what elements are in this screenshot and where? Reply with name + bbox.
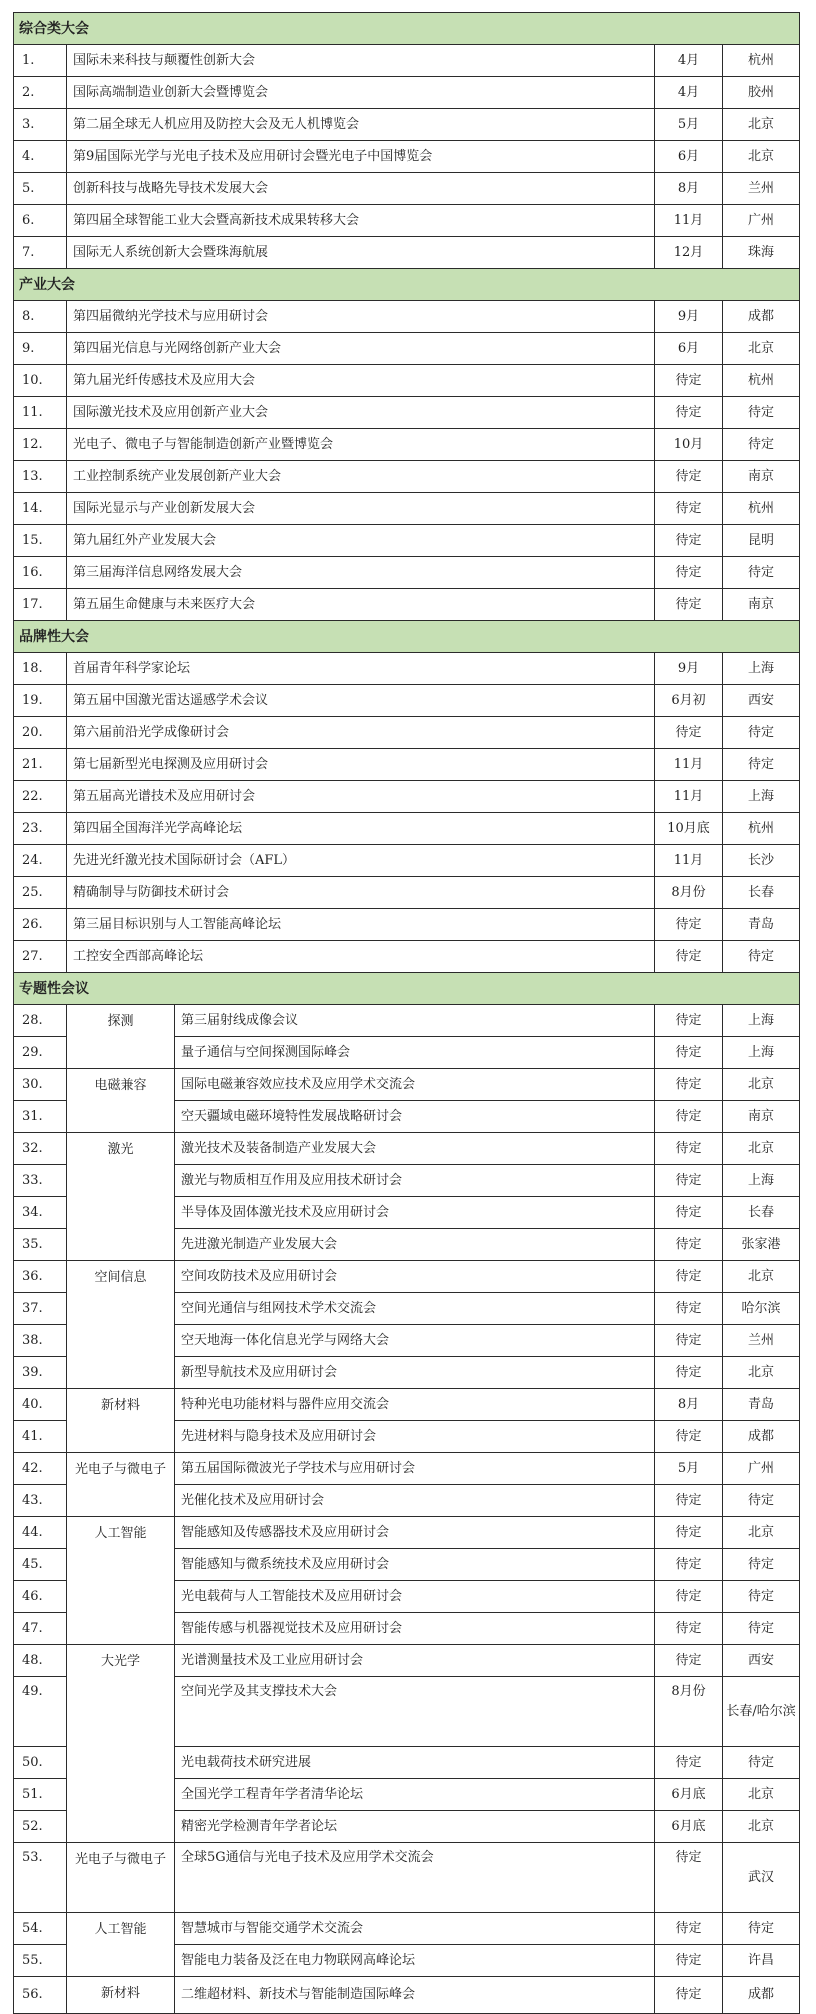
conference-name: 第五届生命健康与未来医疗大会 [67,589,655,621]
category-cell: 人工智能 [67,1913,175,1977]
conference-time: 待定 [655,1325,723,1357]
category-cell: 人工智能 [67,1517,175,1645]
row-number: 35. [14,1229,67,1261]
row-number: 3. [14,109,67,141]
table-row [14,173,800,205]
conference-name: 智能感知与微系统技术及应用研讨会 [175,1549,655,1581]
row-number: 31. [14,1101,67,1133]
table-row [14,109,800,141]
conference-name: 第九届光纤传感技术及应用大会 [67,365,655,397]
conference-time: 待定 [655,1293,723,1325]
conference-city: 待定 [723,1485,800,1517]
conference-city: 待定 [723,1747,800,1779]
conference-name: 智慧城市与智能交通学术交流会 [175,1913,655,1945]
conference-city: 广州 [723,205,800,237]
conference-time: 待定 [655,1645,723,1677]
conference-name: 第三届海洋信息网络发展大会 [67,557,655,589]
conference-city: 北京 [723,1517,800,1549]
row-number: 16. [14,557,67,589]
table-row [14,1453,800,1485]
conference-name: 先进材料与隐身技术及应用研讨会 [175,1421,655,1453]
row-number: 44. [14,1517,67,1549]
conference-city: 北京 [723,1069,800,1101]
row-number: 15. [14,525,67,557]
conference-city: 北京 [723,1811,800,1843]
table-row [14,45,800,77]
conference-time: 4月 [655,77,723,109]
conference-city: 兰州 [723,173,800,205]
section-title: 品牌性大会 [14,621,800,653]
conference-name: 智能传感与机器视觉技术及应用研讨会 [175,1613,655,1645]
table-row [14,845,800,877]
row-number: 49. [14,1677,67,1747]
conference-name: 国际未来科技与颠覆性创新大会 [67,45,655,77]
table-row [14,717,800,749]
conference-name: 创新科技与战略先导技术发展大会 [67,173,655,205]
conference-name: 第四届光信息与光网络创新产业大会 [67,333,655,365]
table-row [14,1133,800,1165]
table-row [14,397,800,429]
conference-time: 待定 [655,1747,723,1779]
conference-time: 待定 [655,1843,723,1913]
conference-city: 杭州 [723,813,800,845]
table-row [14,781,800,813]
row-number: 37. [14,1293,67,1325]
row-number: 54. [14,1913,67,1945]
conference-time: 待定 [655,1913,723,1945]
conference-time: 6月底 [655,1811,723,1843]
row-number: 48. [14,1645,67,1677]
conference-city: 北京 [723,1357,800,1389]
row-number: 46. [14,1581,67,1613]
category-cell: 光电子与微电子 [67,1843,175,1913]
conference-time: 待定 [655,493,723,525]
conference-time: 待定 [655,1069,723,1101]
row-number: 28. [14,1005,67,1037]
conference-name: 特种光电功能材料与器件应用交流会 [175,1389,655,1421]
conference-city: 上海 [723,653,800,685]
row-number: 51. [14,1779,67,1811]
row-number: 13. [14,461,67,493]
conference-name: 第四届全球智能工业大会暨高新技术成果转移大会 [67,205,655,237]
conference-time: 10月底 [655,813,723,845]
conference-name: 工业控制系统产业发展创新产业大会 [67,461,655,493]
conference-time: 6月 [655,141,723,173]
category-cell: 光电子与微电子 [67,1453,175,1517]
row-number: 8. [14,301,67,333]
conference-city: 北京 [723,1261,800,1293]
row-number: 6. [14,205,67,237]
category-cell: 新材料 [67,1977,175,2014]
conference-name: 国际电磁兼容效应技术及应用学术交流会 [175,1069,655,1101]
conference-time: 待定 [655,909,723,941]
conference-name: 精确制导与防御技术研讨会 [67,877,655,909]
conference-name: 第三届目标识别与人工智能高峰论坛 [67,909,655,941]
conference-city: 西安 [723,685,800,717]
conference-name: 国际高端制造业创新大会暨博览会 [67,77,655,109]
conference-time: 待定 [655,1549,723,1581]
conference-name: 光电载荷技术研究进展 [175,1747,655,1779]
conference-time: 9月 [655,301,723,333]
conference-city: 待定 [723,749,800,781]
category-cell: 大光学 [67,1645,175,1843]
row-number: 50. [14,1747,67,1779]
conference-name: 光电子、微电子与智能制造创新产业暨博览会 [67,429,655,461]
conference-name: 第九届红外产业发展大会 [67,525,655,557]
conference-city: 长沙 [723,845,800,877]
table-row [14,429,800,461]
row-number: 19. [14,685,67,717]
row-number: 7. [14,237,67,269]
conference-city: 待定 [723,429,800,461]
conference-city: 北京 [723,141,800,173]
category-cell: 探测 [67,1005,175,1069]
conference-time: 待定 [655,1581,723,1613]
conference-name: 空天疆域电磁环境特性发展战略研讨会 [175,1101,655,1133]
conference-city: 待定 [723,1913,800,1945]
conference-time: 6月底 [655,1779,723,1811]
row-number: 18. [14,653,67,685]
conference-time: 8月份 [655,877,723,909]
conference-city: 张家港 [723,1229,800,1261]
conference-name: 空间光学及其支撑技术大会 [175,1677,655,1747]
table-row [14,493,800,525]
row-number: 14. [14,493,67,525]
table-row [14,941,800,973]
conference-name: 激光与物质相互作用及应用技术研讨会 [175,1165,655,1197]
row-number: 4. [14,141,67,173]
row-number: 52. [14,1811,67,1843]
conference-city: 待定 [723,1613,800,1645]
table-row [14,333,800,365]
table-row [14,77,800,109]
table-row [14,525,800,557]
table-row [14,557,800,589]
table-row [14,1843,800,1913]
conference-name: 激光技术及装备制造产业发展大会 [175,1133,655,1165]
conference-name: 第9届国际光学与光电子技术及应用研讨会暨光电子中国博览会 [67,141,655,173]
conference-name: 光催化技术及应用研讨会 [175,1485,655,1517]
row-number: 25. [14,877,67,909]
conference-city: 杭州 [723,365,800,397]
conference-city: 待定 [723,1581,800,1613]
conference-time: 5月 [655,1453,723,1485]
conference-name: 智能感知及传感器技术及应用研讨会 [175,1517,655,1549]
conference-name: 智能电力装备及泛在电力物联网高峰论坛 [175,1945,655,1977]
table-row [14,1977,800,2014]
row-number: 26. [14,909,67,941]
conference-time: 待定 [655,1485,723,1517]
conference-name: 国际激光技术及应用创新产业大会 [67,397,655,429]
conference-table [13,12,800,2014]
conference-city: 许昌 [723,1945,800,1977]
row-number: 1. [14,45,67,77]
category-cell: 激光 [67,1133,175,1261]
conference-name: 先进光纤激光技术国际研讨会（AFL） [67,845,655,877]
conference-time: 6月 [655,333,723,365]
row-number: 29. [14,1037,67,1069]
conference-time: 待定 [655,397,723,429]
conference-name: 第三届射线成像会议 [175,1005,655,1037]
conference-city: 北京 [723,109,800,141]
row-number: 23. [14,813,67,845]
conference-time: 待定 [655,1165,723,1197]
conference-name: 第五届中国激光雷达遥感学术会议 [67,685,655,717]
conference-name: 首届青年科学家论坛 [67,653,655,685]
conference-time: 待定 [655,525,723,557]
conference-city: 待定 [723,941,800,973]
conference-name: 全球5G通信与光电子技术及应用学术交流会 [175,1843,655,1913]
section-title: 产业大会 [14,269,800,301]
row-number: 27. [14,941,67,973]
conference-name: 工控安全西部高峰论坛 [67,941,655,973]
conference-city: 南京 [723,1101,800,1133]
conference-name: 半导体及固体激光技术及应用研讨会 [175,1197,655,1229]
conference-city: 成都 [723,1977,800,2014]
conference-time: 待定 [655,1261,723,1293]
conference-name: 第六届前沿光学成像研讨会 [67,717,655,749]
row-number: 55. [14,1945,67,1977]
category-cell: 新材料 [67,1389,175,1453]
row-number: 43. [14,1485,67,1517]
conference-city: 待定 [723,557,800,589]
conference-time: 11月 [655,205,723,237]
conference-time: 待定 [655,1037,723,1069]
table-row [14,1005,800,1037]
row-number: 42. [14,1453,67,1485]
table-row [14,461,800,493]
row-number: 47. [14,1613,67,1645]
conference-city: 兰州 [723,1325,800,1357]
conference-time: 待定 [655,1421,723,1453]
row-number: 12. [14,429,67,461]
conference-time: 8月份 [655,1677,723,1747]
conference-name: 第四届全国海洋光学高峰论坛 [67,813,655,845]
conference-time: 待定 [655,1357,723,1389]
conference-city: 上海 [723,1165,800,1197]
section-header-row [14,269,800,301]
conference-time: 待定 [655,1229,723,1261]
conference-city: 青岛 [723,1389,800,1421]
conference-time: 10月 [655,429,723,461]
table-row [14,1645,800,1677]
table-row [14,141,800,173]
conference-city: 北京 [723,333,800,365]
conference-city: 待定 [723,1549,800,1581]
conference-time: 待定 [655,1005,723,1037]
conference-name: 精密光学检测青年学者论坛 [175,1811,655,1843]
conference-time: 待定 [655,1977,723,2014]
table-row [14,685,800,717]
conference-name: 空间光通信与组网技术学术交流会 [175,1293,655,1325]
conference-city: 哈尔滨 [723,1293,800,1325]
conference-city: 待定 [723,397,800,429]
row-number: 21. [14,749,67,781]
conference-city: 青岛 [723,909,800,941]
table-row [14,1517,800,1549]
section-header-row [14,973,800,1005]
conference-time: 11月 [655,749,723,781]
row-number: 22. [14,781,67,813]
conference-city: 胶州 [723,77,800,109]
conference-name: 新型导航技术及应用研讨会 [175,1357,655,1389]
conference-city: 武汉 [723,1843,800,1913]
conference-time: 8月 [655,173,723,205]
row-number: 2. [14,77,67,109]
conference-name: 光电载荷与人工智能技术及应用研讨会 [175,1581,655,1613]
conference-name: 全国光学工程青年学者清华论坛 [175,1779,655,1811]
conference-city: 昆明 [723,525,800,557]
category-cell: 电磁兼容 [67,1069,175,1133]
conference-name: 先进激光制造产业发展大会 [175,1229,655,1261]
conference-schedule [13,12,799,2014]
conference-time: 6月初 [655,685,723,717]
table-row [14,301,800,333]
conference-time: 待定 [655,461,723,493]
conference-city: 上海 [723,1037,800,1069]
conference-time: 待定 [655,589,723,621]
table-row [14,589,800,621]
conference-city: 南京 [723,461,800,493]
conference-city: 长春 [723,877,800,909]
conference-city: 上海 [723,1005,800,1037]
conference-name: 第五届国际微波光子学技术与应用研讨会 [175,1453,655,1485]
category-cell: 空间信息 [67,1261,175,1389]
conference-time: 待定 [655,1101,723,1133]
row-number: 32. [14,1133,67,1165]
row-number: 11. [14,397,67,429]
conference-time: 11月 [655,845,723,877]
conference-name: 空天地海一体化信息光学与网络大会 [175,1325,655,1357]
row-number: 9. [14,333,67,365]
section-header-row [14,13,800,45]
row-number: 45. [14,1549,67,1581]
conference-time: 待定 [655,1197,723,1229]
table-row [14,365,800,397]
conference-name: 国际光显示与产业创新发展大会 [67,493,655,525]
conference-name: 第五届高光谱技术及应用研讨会 [67,781,655,813]
conference-name: 第四届微纳光学技术与应用研讨会 [67,301,655,333]
table-row [14,205,800,237]
table-row [14,653,800,685]
conference-time: 8月 [655,1389,723,1421]
row-number: 41. [14,1421,67,1453]
conference-city: 成都 [723,1421,800,1453]
row-number: 56. [14,1977,67,2014]
conference-city: 上海 [723,781,800,813]
conference-time: 待定 [655,1133,723,1165]
conference-city: 西安 [723,1645,800,1677]
conference-time: 5月 [655,109,723,141]
conference-time: 9月 [655,653,723,685]
conference-time: 待定 [655,1517,723,1549]
conference-name: 第二届全球无人机应用及防控大会及无人机博览会 [67,109,655,141]
conference-name: 量子通信与空间探测国际峰会 [175,1037,655,1069]
conference-name: 国际无人系统创新大会暨珠海航展 [67,237,655,269]
row-number: 17. [14,589,67,621]
section-header-row [14,621,800,653]
section-title: 专题性会议 [14,973,800,1005]
conference-name: 空间攻防技术及应用研讨会 [175,1261,655,1293]
conference-city: 长春/哈尔滨 [723,1677,800,1747]
conference-time: 待定 [655,1945,723,1977]
table-row [14,1389,800,1421]
table-row [14,877,800,909]
conference-city: 成都 [723,301,800,333]
row-number: 20. [14,717,67,749]
row-number: 24. [14,845,67,877]
conference-time: 4月 [655,45,723,77]
row-number: 5. [14,173,67,205]
conference-name: 光谱测量技术及工业应用研讨会 [175,1645,655,1677]
conference-time: 待定 [655,717,723,749]
row-number: 53. [14,1843,67,1913]
row-number: 30. [14,1069,67,1101]
conference-time: 12月 [655,237,723,269]
table-row [14,1261,800,1293]
row-number: 40. [14,1389,67,1421]
row-number: 38. [14,1325,67,1357]
table-row [14,1913,800,1945]
conference-city: 北京 [723,1779,800,1811]
conference-name: 第七届新型光电探测及应用研讨会 [67,749,655,781]
conference-city: 广州 [723,1453,800,1485]
conference-city: 北京 [723,1133,800,1165]
table-row [14,909,800,941]
conference-name: 二维超材料、新技术与智能制造国际峰会 [175,1977,655,2014]
table-row [14,237,800,269]
conference-city: 杭州 [723,493,800,525]
conference-time: 11月 [655,781,723,813]
row-number: 10. [14,365,67,397]
row-number: 36. [14,1261,67,1293]
conference-time: 待定 [655,365,723,397]
table-row [14,749,800,781]
conference-city: 长春 [723,1197,800,1229]
conference-city: 南京 [723,589,800,621]
table-row [14,813,800,845]
section-title: 综合类大会 [14,13,800,45]
conference-city: 珠海 [723,237,800,269]
row-number: 39. [14,1357,67,1389]
conference-time: 待定 [655,941,723,973]
row-number: 33. [14,1165,67,1197]
conference-time: 待定 [655,557,723,589]
conference-city: 待定 [723,717,800,749]
row-number: 34. [14,1197,67,1229]
conference-time: 待定 [655,1613,723,1645]
conference-city: 杭州 [723,45,800,77]
table-row [14,1069,800,1101]
